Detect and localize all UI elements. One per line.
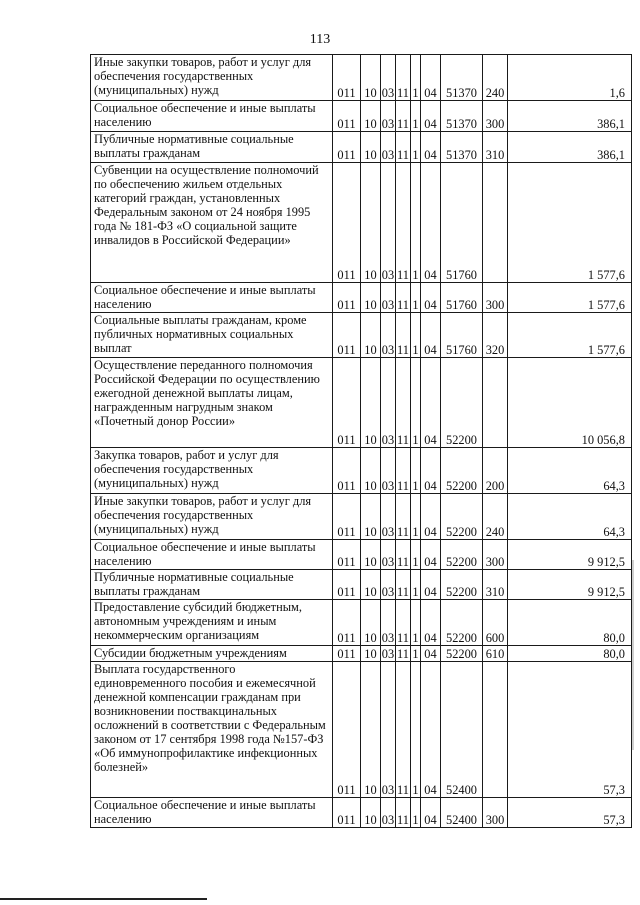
subsection-code: 03: [381, 570, 396, 600]
row-name: Иные закупки товаров, работ и услуг для обеспечения государственных (муниципальных) нужд: [91, 55, 333, 101]
expense-type-code: 300: [483, 798, 508, 828]
subsection-code: 03: [381, 647, 395, 661]
main-event-code: 04: [421, 662, 441, 798]
main-event-code: 04: [421, 494, 441, 540]
expense-type-code: 240: [483, 494, 508, 540]
subsection-code: 03: [381, 101, 396, 132]
ministry-code: 011: [333, 132, 361, 163]
expense-type-code: 600: [483, 600, 508, 646]
amount: 64,3: [508, 494, 632, 540]
table-row: [91, 662, 632, 798]
main-event-code: 04: [421, 600, 441, 646]
subsection-code: 03: [381, 358, 396, 448]
amount: 1 577,6: [508, 163, 632, 283]
program-code: 11: [396, 798, 411, 828]
table-row: [91, 358, 632, 448]
program-code: 11: [396, 358, 411, 448]
ministry-code: 011: [333, 313, 361, 358]
subprogram-code: 1: [411, 101, 421, 132]
program-code: 11: [396, 570, 411, 600]
subsection-code: 03: [381, 798, 396, 828]
subsection-code: 03: [381, 540, 396, 570]
table-row: [91, 570, 632, 600]
ministry-code: 011: [333, 163, 361, 283]
row-name: Субсидии бюджетным учреждениям: [91, 646, 333, 662]
subprogram-code: 1: [412, 647, 419, 661]
section-code: 10: [361, 646, 381, 662]
table-row: [91, 313, 632, 358]
subprogram-code: 1: [411, 132, 421, 163]
table-row: [91, 494, 632, 540]
subprogram-code: 1: [411, 662, 421, 798]
direction-code: 52400: [441, 798, 483, 828]
main-event-code: 04: [421, 313, 441, 358]
ministry-code: 011: [333, 448, 361, 494]
subsection-code: 03: [381, 313, 396, 358]
direction-code: 52200: [441, 540, 483, 570]
section-code: 10: [361, 55, 381, 101]
program-code: 11: [396, 494, 411, 540]
row-name: Социальное обеспечение и иные выплаты населению: [91, 540, 333, 570]
amount: 1 577,6: [508, 313, 632, 358]
main-event-code: 04: [421, 132, 441, 163]
section-code: 10: [361, 132, 381, 163]
program-code: 11: [396, 101, 411, 132]
program-code: 11: [396, 313, 411, 358]
table-row: [91, 540, 632, 570]
section-code: 10: [361, 163, 381, 283]
subprogram-code: 1: [411, 798, 421, 828]
amount: 64,3: [508, 448, 632, 494]
section-code: 10: [361, 448, 381, 494]
ministry-code: 011: [333, 570, 361, 600]
direction-code: 51760: [441, 163, 483, 283]
ministry-code: 011: [333, 101, 361, 132]
amount: 10 056,8: [508, 358, 632, 448]
main-event-code: 04: [421, 798, 441, 828]
amount: 9 912,5: [508, 570, 632, 600]
subprogram-code: 1: [411, 494, 421, 540]
main-event-code: 04: [421, 358, 441, 448]
table-row: [91, 798, 632, 828]
direction-code: 52200: [441, 358, 483, 448]
section-code: 10: [361, 662, 381, 798]
subprogram-code: 1: [411, 358, 421, 448]
direction-code: 52200: [441, 646, 483, 662]
main-event-code: 04: [421, 540, 441, 570]
section-code: 10: [361, 600, 381, 646]
table-row: [91, 448, 632, 494]
row-name: Выплата государственного единовременного пособия и ежемесячной денежной компенсации гражданам при возникновении поствакцинальных осложнений в соответствии с Федеральным законом от 17 сентября 1998 года №157-ФЗ «Об иммунопрофилактике инфекционных болезней»: [91, 662, 333, 798]
main-event-code: 04: [421, 101, 441, 132]
subprogram-code: 1: [411, 600, 421, 646]
row-name: Социальное обеспечение и иные выплаты населению: [91, 283, 333, 313]
section-code: 10: [361, 540, 381, 570]
subsection-code: 03: [381, 283, 396, 313]
amount: 80,0: [508, 600, 632, 646]
row-name: Субвенции на осуществление полномочий по обеспечению жильем отдельных категорий граждан, установленных Федеральным законом от 24 ноября 1995 года № 181-ФЗ «О социальной защите инвалидов в Российской Федерации»: [91, 163, 333, 283]
table-row: [91, 163, 632, 283]
ministry-code: 011: [333, 662, 361, 798]
scan-artifact-line: [0, 898, 207, 900]
expense-type-code: 300: [483, 101, 508, 132]
direction-code: 51760: [441, 313, 483, 358]
main-event-code: 04: [421, 448, 441, 494]
ministry-code: 011: [333, 646, 361, 662]
subprogram-code: 1: [411, 283, 421, 313]
row-name: Осуществление переданного полномочия Российской Федерации по осуществлению ежегодной денежной выплаты лицам, награжденным нагрудным знаком «Почетный донор России»: [91, 358, 333, 448]
row-name: Иные закупки товаров, работ и услуг для обеспечения государственных (муниципальных) нужд: [91, 494, 333, 540]
section-code: 10: [361, 570, 381, 600]
row-name: Закупка товаров, работ и услуг для обеспечения государственных (муниципальных) нужд: [91, 448, 333, 494]
expense-type-code: 320: [483, 313, 508, 358]
expense-type-code: 300: [483, 540, 508, 570]
program-code: 11: [396, 448, 411, 494]
section-code: 10: [361, 358, 381, 448]
amount: 1 577,6: [508, 283, 632, 313]
program-code: 11: [397, 647, 409, 661]
ministry-code: 011: [333, 358, 361, 448]
ministry-code: 011: [333, 798, 361, 828]
section-code: 10: [361, 494, 381, 540]
section-code: 10: [361, 101, 381, 132]
amount: 386,1: [508, 132, 632, 163]
direction-code: 52200: [441, 448, 483, 494]
expense-type-code: [483, 662, 508, 798]
subsection-code: 03: [381, 132, 396, 163]
expense-type-code: 310: [483, 132, 508, 163]
amount: 1,6: [508, 55, 632, 101]
expense-type-code: 610: [483, 646, 508, 662]
ministry-code: 011: [333, 540, 361, 570]
subprogram-code: 1: [411, 313, 421, 358]
section-code: 10: [361, 798, 381, 828]
main-event-code: 04: [421, 646, 441, 662]
subsection-code: 03: [381, 448, 396, 494]
table-row: [91, 101, 632, 132]
table-row: [91, 600, 632, 646]
section-code: 10: [361, 313, 381, 358]
ministry-code: 011: [333, 55, 361, 101]
subprogram-code: 1: [411, 570, 421, 600]
amount: 386,1: [508, 101, 632, 132]
main-event-code: 04: [421, 570, 441, 600]
expense-type-code: 200: [483, 448, 508, 494]
direction-code: 52200: [441, 570, 483, 600]
program-code: 11: [396, 132, 411, 163]
row-name: Предоставление субсидий бюджетным, автономным учреждениям и иным некоммерческим организациям: [91, 600, 333, 646]
subprogram-code: 1: [411, 448, 421, 494]
expense-type-code: [483, 163, 508, 283]
expense-type-code: 300: [483, 283, 508, 313]
subprogram-code: 1: [411, 540, 421, 570]
program-code: 11: [396, 163, 411, 283]
direction-code: 51370: [441, 132, 483, 163]
table-row: [91, 646, 632, 662]
row-name: Социальные выплаты гражданам, кроме публичных нормативных социальных выплат: [91, 313, 333, 358]
scan-artifact-edge: [632, 560, 634, 750]
section-code: 10: [361, 283, 381, 313]
main-event-code: 04: [421, 283, 441, 313]
expense-type-code: 310: [483, 570, 508, 600]
page-number: 113: [309, 32, 331, 47]
table-row: [91, 55, 632, 101]
row-name: Социальное обеспечение и иные выплаты населению: [91, 798, 333, 828]
subprogram-code: 1: [411, 163, 421, 283]
program-code: 11: [396, 600, 411, 646]
program-code: 11: [396, 662, 411, 798]
expense-type-code: 240: [483, 55, 508, 101]
direction-code: 52200: [441, 600, 483, 646]
subsection-code: 03: [381, 662, 396, 798]
subsection-code: 03: [381, 163, 396, 283]
row-name: Публичные нормативные социальные выплаты гражданам: [91, 132, 333, 163]
table-row: [91, 132, 632, 163]
amount: 80,0: [508, 646, 632, 662]
subprogram-code: 1: [411, 55, 421, 101]
subsection-code: 03: [381, 55, 396, 101]
table-row: [91, 283, 632, 313]
ministry-code: 011: [333, 494, 361, 540]
direction-code: 51370: [441, 101, 483, 132]
ministry-code: 011: [333, 283, 361, 313]
ministry-code: 011: [333, 600, 361, 646]
program-code: 11: [396, 55, 411, 101]
direction-code: 51370: [441, 55, 483, 101]
subsection-code: 03: [381, 600, 396, 646]
direction-code: 51760: [441, 283, 483, 313]
row-name: Публичные нормативные социальные выплаты гражданам: [91, 570, 333, 600]
expense-type-code: [483, 358, 508, 448]
program-code: 11: [396, 540, 411, 570]
subsection-code: 03: [381, 494, 396, 540]
main-event-code: 04: [421, 163, 441, 283]
amount: 9 912,5: [508, 540, 632, 570]
table-body: [91, 55, 632, 828]
budget-table: [90, 54, 632, 828]
row-name: Социальное обеспечение и иные выплаты населению: [91, 101, 333, 132]
amount: 57,3: [508, 798, 632, 828]
program-code: 11: [396, 283, 411, 313]
main-event-code: 04: [421, 55, 441, 101]
direction-code: 52400: [441, 662, 483, 798]
direction-code: 52200: [441, 494, 483, 540]
amount: 57,3: [508, 662, 632, 798]
